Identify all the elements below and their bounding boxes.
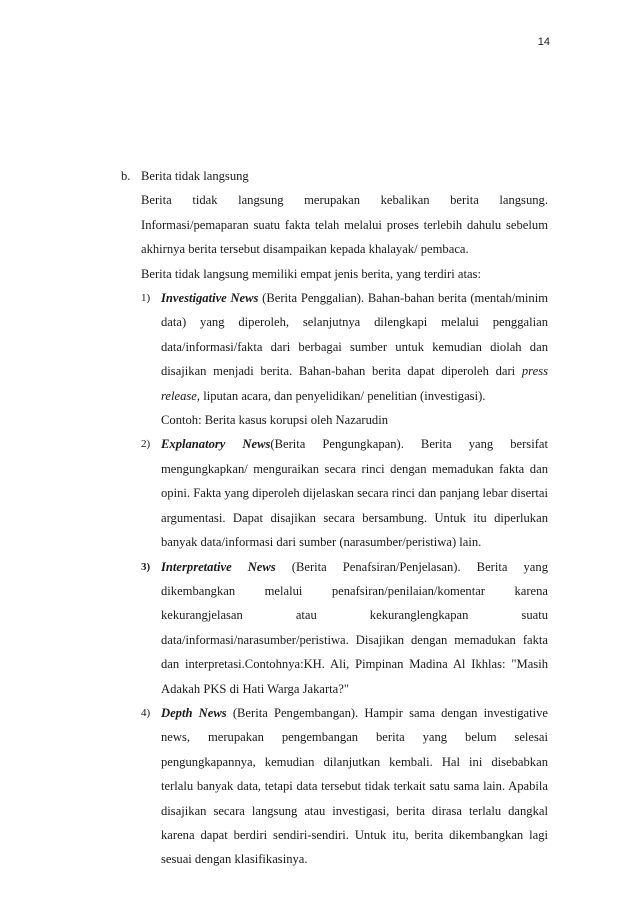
list-number: 1) xyxy=(141,292,151,305)
list-item xyxy=(141,555,548,701)
section-body xyxy=(141,188,548,871)
list-item-text xyxy=(161,701,548,872)
italic-term: press release xyxy=(161,364,548,403)
list-item xyxy=(141,432,548,554)
list-item-body xyxy=(161,432,548,554)
intro-paragraph: Berita tidak langsung merupakan kebalikan berita langsung. Informasi/pemaparan suatu fakta telah melalui proses terlebih dahulu sebelum akhirnya berita tersebut disampaikan kepada khalayak/ pembaca. xyxy=(141,193,548,257)
list-number: 3) xyxy=(141,560,151,573)
page-number: 14 xyxy=(537,36,550,48)
term-investigative-news: Investigative News xyxy=(161,291,259,306)
section-marker: b. xyxy=(121,169,131,183)
list-item-description: (Berita Penafsiran/Penjelasan). Berita yang dikembangkan melalui penafsiran/penilaian/komentar karena kekurangjelasan atau kekuranglengkapan suatu data/informasi/narasumber/peristiwa. Disajikan dengan memadukan fakta dan interpretasi.Contohnya:KH. Ali, Pimpinan Madina Al Ikhlas: "Masih Adakah PKS di Hati Warga Jakarta?" xyxy=(161,559,548,696)
term-explanatory-news: Explanatory News xyxy=(161,437,271,452)
list-item xyxy=(141,286,548,432)
term-interpretative-news: Interpretative News xyxy=(161,559,276,574)
section-heading xyxy=(121,164,548,188)
term-depth-news: Depth News xyxy=(161,705,227,720)
list-item-description: (Berita Penggalian). Bahan-bahan berita (mentah/minim data) yang diperoleh, selanjutnya dilengkapi melalui penggalian data/informasi/fakta dari berbagai sumber untuk kemudian diolah dan disajikan menjadi berita. Bahan-bahan berita dapat diperoleh dari xyxy=(161,291,548,379)
list-number: 4) xyxy=(141,706,151,719)
section-title: Berita tidak langsung xyxy=(141,169,249,183)
lead-paragraph: Berita tidak langsung memiliki empat jenis berita, yang terdiri atas: xyxy=(141,266,481,281)
list-item-body xyxy=(161,555,548,701)
list-item-description: (Berita Pengungkapan). Berita yang bersifat mengungkapkan/ menguraikan secara rinci dengan memadukan fakta dan opini. Fakta yang diperoleh dijelaskan secara rinci dan panjang lebar disertai argumentasi. Dapat disajikan secara bersambung. Untuk itu diperlukan banyak data/informasi dari sumber (narasumber/peristiwa) lain. xyxy=(161,437,548,550)
list-item-body xyxy=(161,701,548,872)
list-item-description: (Berita Pengembangan). Hampir sama dengan investigative news, merupakan pengembangan berita yang belum selesai pengungkapannya, kemudian dilanjutkan kembali. Hal ini disebabkan terlalu banyak data, tetapi data tersebut tidak terkait satu sama lain. Apabila disajikan secara langsung atau investigasi, berita dirasa terlalu dangkal karena dapat berdiri sendiri-sendiri. Untuk itu, berita dikembangkan lagi sesuai dengan klasifikasinya. xyxy=(161,705,549,867)
list-item-description-cont: , liputan acara, dan penyelidikan/ penelitian (investigasi). xyxy=(196,388,486,403)
list-item-text xyxy=(161,286,548,408)
page-content xyxy=(121,164,548,872)
example-line: Contoh: Berita kasus korupsi oleh Nazarudin xyxy=(161,413,388,428)
list-number: 2) xyxy=(141,438,151,451)
list-item-body xyxy=(161,286,548,432)
list-item-text xyxy=(161,555,548,701)
news-type-list xyxy=(141,286,548,872)
list-item xyxy=(141,701,548,872)
list-item-text xyxy=(161,432,548,554)
